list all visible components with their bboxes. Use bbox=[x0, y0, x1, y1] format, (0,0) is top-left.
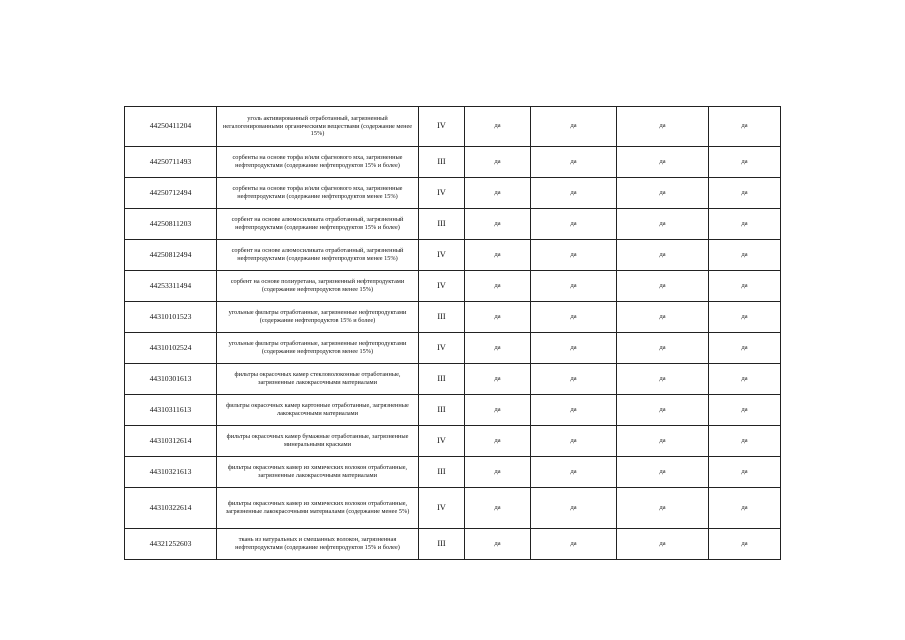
waste-description-cell: сорбент на основе алюмосиликата отработанный, загрязненный нефтепродуктами (содержание нефтепродуктов 15% и более) bbox=[217, 209, 419, 240]
waste-code-cell: 44310322614 bbox=[125, 488, 217, 529]
waste-code-cell: 44250711493 bbox=[125, 147, 217, 178]
waste-description-cell: сорбент на основе алюмосиликата отработанный, загрязненный нефтепродуктами (содержание нефтепродуктов менее 15%) bbox=[217, 240, 419, 271]
table-row bbox=[125, 209, 781, 240]
waste-description-cell: фильтры окрасочных камер стекловолоконные отработанные, загрязненные лакокрасочными материалами bbox=[217, 364, 419, 395]
waste-description-cell: сорбент на основе полиуретана, загрязненный нефтепродуктами (содержание нефтепродуктов менее 15%) bbox=[217, 271, 419, 302]
waste-code-cell: 44250811203 bbox=[125, 209, 217, 240]
permission-col3-cell: да bbox=[617, 395, 709, 426]
waste-code-cell: 44310312614 bbox=[125, 426, 217, 457]
table-row bbox=[125, 333, 781, 364]
waste-description-cell: фильтры окрасочных камер картонные отработанные, загрязненные лакокрасочными материалами bbox=[217, 395, 419, 426]
permission-col1-cell: да bbox=[465, 178, 531, 209]
table-row bbox=[125, 426, 781, 457]
hazard-class-cell: III bbox=[419, 395, 465, 426]
waste-table bbox=[124, 106, 781, 560]
table-row bbox=[125, 107, 781, 147]
permission-col3-cell: да bbox=[617, 302, 709, 333]
permission-col2-cell: да bbox=[531, 529, 617, 560]
permission-col4-cell: да bbox=[709, 426, 781, 457]
table-row bbox=[125, 457, 781, 488]
permission-col1-cell: да bbox=[465, 107, 531, 147]
table-row bbox=[125, 529, 781, 560]
waste-description-cell: угольные фильтры отработанные, загрязненные нефтепродуктами (содержание нефтепродуктов менее 15%) bbox=[217, 333, 419, 364]
permission-col1-cell: да bbox=[465, 364, 531, 395]
permission-col1-cell: да bbox=[465, 426, 531, 457]
table-row bbox=[125, 302, 781, 333]
permission-col2-cell: да bbox=[531, 107, 617, 147]
permission-col3-cell: да bbox=[617, 178, 709, 209]
waste-code-cell: 44253311494 bbox=[125, 271, 217, 302]
hazard-class-cell: IV bbox=[419, 488, 465, 529]
permission-col1-cell: да bbox=[465, 209, 531, 240]
permission-col4-cell: да bbox=[709, 364, 781, 395]
waste-description-cell: сорбенты на основе торфа и/или сфагнового мха, загрязненные нефтепродуктами (содержание нефтепродуктов 15% и более) bbox=[217, 147, 419, 178]
permission-col3-cell: да bbox=[617, 240, 709, 271]
hazard-class-cell: IV bbox=[419, 426, 465, 457]
hazard-class-cell: IV bbox=[419, 333, 465, 364]
hazard-class-cell: III bbox=[419, 364, 465, 395]
permission-col3-cell: да bbox=[617, 107, 709, 147]
waste-description-cell: фильтры окрасочных камер из химических волокон отработанные, загрязненные лакокрасочными материалами (содержание менее 5%) bbox=[217, 488, 419, 529]
permission-col1-cell: да bbox=[465, 457, 531, 488]
permission-col3-cell: да bbox=[617, 147, 709, 178]
permission-col1-cell: да bbox=[465, 147, 531, 178]
permission-col4-cell: да bbox=[709, 529, 781, 560]
waste-description-cell: угольные фильтры отработанные, загрязненные нефтепродуктами (содержание нефтепродуктов 15% и более) bbox=[217, 302, 419, 333]
permission-col1-cell: да bbox=[465, 395, 531, 426]
permission-col2-cell: да bbox=[531, 271, 617, 302]
waste-code-cell: 44321252603 bbox=[125, 529, 217, 560]
permission-col4-cell: да bbox=[709, 395, 781, 426]
permission-col1-cell: да bbox=[465, 488, 531, 529]
permission-col3-cell: да bbox=[617, 457, 709, 488]
hazard-class-cell: IV bbox=[419, 107, 465, 147]
permission-col2-cell: да bbox=[531, 302, 617, 333]
waste-code-cell: 44250411204 bbox=[125, 107, 217, 147]
waste-description-cell: фильтры окрасочных камер бумажные отработанные, загрязненные минеральными красками bbox=[217, 426, 419, 457]
permission-col1-cell: да bbox=[465, 240, 531, 271]
table-row bbox=[125, 147, 781, 178]
waste-code-cell: 44250812494 bbox=[125, 240, 217, 271]
permission-col1-cell: да bbox=[465, 302, 531, 333]
permission-col1-cell: да bbox=[465, 271, 531, 302]
hazard-class-cell: III bbox=[419, 457, 465, 488]
table-row bbox=[125, 240, 781, 271]
table-row bbox=[125, 271, 781, 302]
waste-code-cell: 44250712494 bbox=[125, 178, 217, 209]
permission-col2-cell: да bbox=[531, 209, 617, 240]
hazard-class-cell: IV bbox=[419, 240, 465, 271]
waste-description-cell: фильтры окрасочных камер из химических волокон отработанные, загрязненные лакокрасочными материалами bbox=[217, 457, 419, 488]
permission-col2-cell: да bbox=[531, 240, 617, 271]
permission-col3-cell: да bbox=[617, 529, 709, 560]
hazard-class-cell: IV bbox=[419, 271, 465, 302]
hazard-class-cell: III bbox=[419, 147, 465, 178]
table-body bbox=[125, 107, 781, 560]
permission-col2-cell: да bbox=[531, 488, 617, 529]
permission-col2-cell: да bbox=[531, 395, 617, 426]
waste-description-cell: уголь активированный отработанный, загрязненный негалогенированными органическими веществами (содержание менее 15%) bbox=[217, 107, 419, 147]
waste-description-cell: сорбенты на основе торфа и/или сфагнового мха, загрязненные нефтепродуктами (содержание нефтепродуктов менее 15%) bbox=[217, 178, 419, 209]
permission-col4-cell: да bbox=[709, 302, 781, 333]
permission-col2-cell: да bbox=[531, 178, 617, 209]
permission-col3-cell: да bbox=[617, 333, 709, 364]
table-row bbox=[125, 488, 781, 529]
permission-col3-cell: да bbox=[617, 271, 709, 302]
permission-col3-cell: да bbox=[617, 488, 709, 529]
waste-code-cell: 44310321613 bbox=[125, 457, 217, 488]
permission-col2-cell: да bbox=[531, 364, 617, 395]
hazard-class-cell: III bbox=[419, 302, 465, 333]
permission-col4-cell: да bbox=[709, 107, 781, 147]
permission-col4-cell: да bbox=[709, 178, 781, 209]
hazard-class-cell: III bbox=[419, 209, 465, 240]
permission-col3-cell: да bbox=[617, 209, 709, 240]
permission-col4-cell: да bbox=[709, 333, 781, 364]
permission-col4-cell: да bbox=[709, 147, 781, 178]
permission-col3-cell: да bbox=[617, 364, 709, 395]
hazard-class-cell: III bbox=[419, 529, 465, 560]
table-row bbox=[125, 364, 781, 395]
permission-col4-cell: да bbox=[709, 457, 781, 488]
waste-code-cell: 44310101523 bbox=[125, 302, 217, 333]
waste-description-cell: ткань из натуральных и смешанных волокон, загрязненная нефтепродуктами (содержание нефтепродуктов 15% и более) bbox=[217, 529, 419, 560]
permission-col2-cell: да bbox=[531, 147, 617, 178]
waste-code-cell: 44310102524 bbox=[125, 333, 217, 364]
permission-col3-cell: да bbox=[617, 426, 709, 457]
permission-col1-cell: да bbox=[465, 333, 531, 364]
permission-col2-cell: да bbox=[531, 457, 617, 488]
waste-code-cell: 44310311613 bbox=[125, 395, 217, 426]
permission-col4-cell: да bbox=[709, 488, 781, 529]
permission-col4-cell: да bbox=[709, 271, 781, 302]
table-row bbox=[125, 178, 781, 209]
waste-code-cell: 44310301613 bbox=[125, 364, 217, 395]
permission-col1-cell: да bbox=[465, 529, 531, 560]
permission-col4-cell: да bbox=[709, 240, 781, 271]
hazard-class-cell: IV bbox=[419, 178, 465, 209]
permission-col2-cell: да bbox=[531, 333, 617, 364]
permission-col2-cell: да bbox=[531, 426, 617, 457]
permission-col4-cell: да bbox=[709, 209, 781, 240]
table-row bbox=[125, 395, 781, 426]
